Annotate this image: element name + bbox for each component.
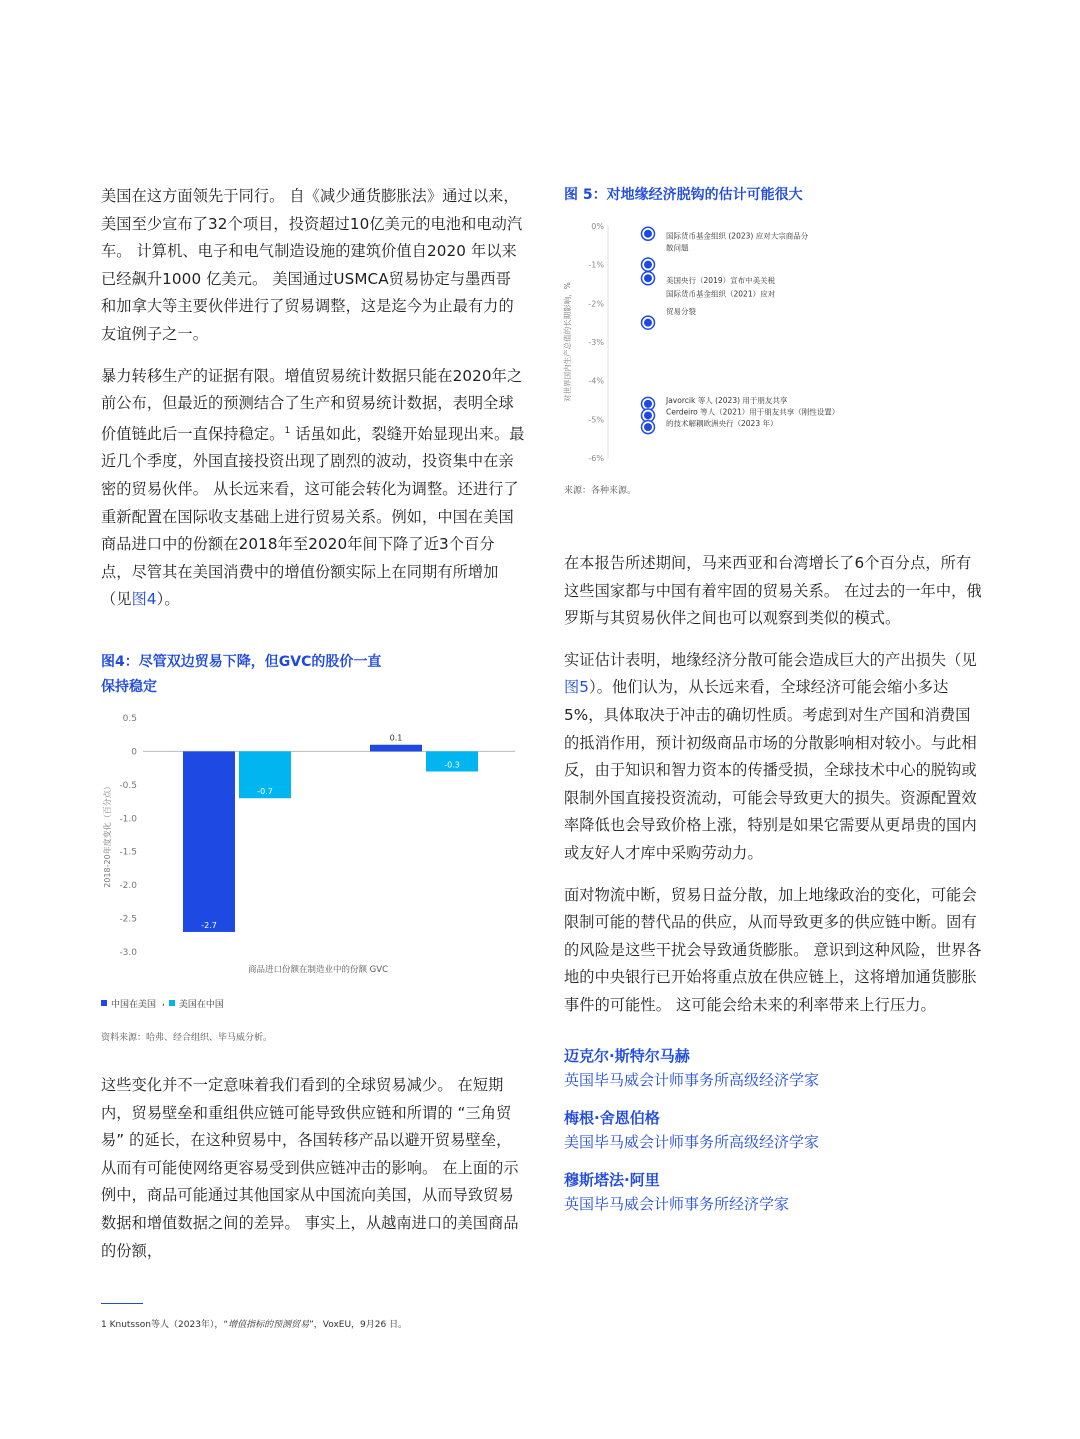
bar [370,745,422,752]
figure-5-source: 来源：各种来源。 [564,486,637,496]
figure-5-link[interactable]: 图5 [564,678,590,697]
point-annotation: Cerdeiro 等人（2021）用于朋友共享（刚性设置） [666,407,840,417]
scatter-point [644,274,652,282]
author-block [564,1044,984,1216]
body-paragraph: 面对物流中断，贸易日益分散，加上地缘政治的变化，可能会限制可能的替代品的供应，从而导致更多的供应链中断。固有的风险是这些干扰会导致通货膨胀。 意识到这种风险，世界各地的中央银行已开始将重点放在供应链上，这将增加通货膨胀事件的可能性。 这可能会给未来的利率带来上行压力。 [564,885,982,1014]
figure-4-title-line1: 图4：尽管双边贸易下降，但GVC的股价一直 [101,653,382,670]
bar-data-label: -0.3 [444,760,460,770]
y-tick-label: 0 [131,747,137,758]
point-annotation: 国际货币基金组织（2021）应对 [666,289,776,299]
y-tick-label: -3.0 [119,947,137,958]
y-tick-label: -0.5 [119,780,137,791]
figure-4-source: 资料来源：哈弗、经合组织、毕马威分析。 [101,1032,273,1043]
body-paragraph: 在本报告所述期间，马来西亚和台湾增长了6个百分点，所有这些国家都与中国有着牢固的贸易关系。 在过去的一年中，俄罗斯与其贸易伙伴之间也可以观察到类似的模式。 [564,554,982,628]
legend-label-us-in-china: 美国在中国 [178,999,224,1010]
body-paragraph: 这些变化并不一定意味着我们看到的全球贸易减少。 在短期内，贸易壁垒和重组供应链可能导致供应链和所谓的 “三角贸易” 的延长，在这种贸易中，各国转移产品以避开贸易壁垒，从而有可能使网络更容易受到供应链冲击的影响。 在上面的示例中，商品可能通过其他国家从中国流向美国，从而导致贸易数据和增值数据之间的差异。 事实上，从越南进口的美国商品的份额， [101,1075,519,1260]
author-title: 英国毕马威会计师事务所高级经济学家 [564,1070,820,1089]
scatter-point [644,261,652,269]
body-paragraph [101,363,525,614]
bar-data-label: 0.1 [389,733,403,743]
bar [183,751,235,932]
footnote-suffix: ”，VoxEU，9月26 日。 [309,1320,408,1330]
point-annotation: 散问题 [666,243,689,253]
y-tick-label: -1.5 [119,847,137,858]
legend-swatch-china-in-us [101,1000,107,1006]
footnote-title: 增值指标的预测贸易 [228,1320,310,1330]
paragraph-text: 实证估计表明，地缘经济分散可能会造成巨大的产出损失（见 [564,650,977,669]
paragraph-text: 话虽如此，裂缝开始显现出来。最近几个季度，外国直接投资出现了剧烈的波动，投资集中在亲密的贸易伙伴。 从长远来看，这可能会转化为调整。还进行了重新配置在国际收支基础上进行贸易关系。例如，中国在美国商品进口中的份额在2018年至2020年间下降了近3个百分点，尽管其在美国消费中的增值份额实际上在同期有所增加（见 [101,424,525,609]
y-axis-label: 对世界国内生产总值的长期影响，% [563,282,572,402]
point-annotation: 美国央行（2019）宣布中美关税 [666,276,776,286]
author-name: 穆斯塔法·阿里 [564,1170,660,1189]
footnote [101,1317,407,1330]
y-tick-label: -3% [588,338,604,347]
body-paragraph [564,647,984,868]
figure-4-chart-area [101,714,525,1044]
footnote-prefix: 1 Knutsson等人（2023年），“ [101,1320,229,1330]
footnote-ref[interactable]: 1 [284,425,291,436]
scatter-point [644,411,652,419]
y-tick-label: -6% [588,454,604,463]
y-tick-label: -2% [588,299,604,309]
bar-data-label: -0.7 [257,787,273,797]
legend-label-china-in-us: 中国在美国 [111,999,157,1010]
scatter-point [644,230,652,238]
author-title: 英国毕马威会计师事务所经济学家 [564,1194,790,1213]
figure-4-title-line2: 保持稳定 [101,678,157,695]
y-tick-label: -5% [588,415,604,425]
scatter-point [644,423,652,431]
figure-5-chart-area [564,218,984,518]
scatter-point [644,400,652,408]
figure-5-title: 图 5：对地缘经济脱钩的估计可能很大 [564,187,803,203]
figure-4-link[interactable]: 图4 [131,590,157,609]
y-axis-label: 2018-20年度变化（百分点） [103,782,112,888]
point-annotation: Javorcik 等人 (2023) 用于朋友共享 [666,396,788,405]
figure-4-title [101,650,525,700]
scatter-point [644,319,652,327]
author-name: 迈克尔·斯特尔马赫 [564,1046,690,1065]
y-tick-label: -1.0 [119,814,137,825]
right-column [564,183,984,1230]
y-tick-label: -1% [588,260,604,270]
paragraph-text: 暴力转移生产的证据有限。增值贸易统计数据只能在2020年之前公布，但最近的预测结合了生产和贸易统计数据，表明全球价值链此后一直保持稳定。 [101,366,523,443]
legend-swatch-us-in-china [169,1000,175,1006]
x-category-caption: 商品进口份额在制造业中的份额 GVC [247,964,389,975]
point-annotation: 的技术解耦欧洲央行（2023 年） [666,419,778,429]
y-tick-label: -2.5 [119,914,137,925]
author-name: 梅根·舍恩伯格 [564,1108,660,1127]
paragraph-text: ）。 [156,590,180,609]
bar-data-label: -2.7 [201,920,217,930]
figure-4-chart [101,714,525,979]
paragraph-text: ）。他们认为，从长远来看，全球经济可能会缩小多达5%，具体取决于冲击的确切性质。考虑到对生产国和消费国的抵消作用，预计初级商品市场的分散影响相对较小。与此相反，由于知识和智力资本的传播受损，全球技术中心的脱钩或限制外国直接投资流动，可能会导致更大的损失。资源配置效率降低也会导致价格上涨，特别是如果它需要从更昂贵的国内或友好人才库中采购劳动力。 [564,678,977,862]
point-annotation: 贸易分裂 [666,307,696,317]
y-tick-label: -2.0 [119,881,137,892]
y-tick-label: 0.5 [122,713,137,724]
y-tick-label: -4% [588,376,604,386]
author-title: 美国毕马威会计师事务所高级经济学家 [564,1132,820,1151]
body-paragraph: 美国在这方面领先于同行。 自《减少通货膨胀法》通过以来，美国至少宣布了32个项目，投资超过10亿美元的电池和电动汽车。 计算机、电子和电气制造设施的建筑价值自2020 年以来已经飙升1000 亿美元。 美国通过USMCA贸易协定与墨西哥和加拿大等主要伙伴进行了贸易调整，这是迄今为止最有力的友谊例子之一。 [101,187,523,343]
figure-5-chart [564,218,984,468]
y-tick-label: 0% [591,222,604,231]
figure-4-legend: 中国在美国 , 美国在中国 [101,997,224,1010]
point-annotation: 国际货币基金组织 (2023) 应对大宗商品分 [666,231,809,241]
footnote-divider [101,1303,143,1304]
left-column [101,183,525,1279]
